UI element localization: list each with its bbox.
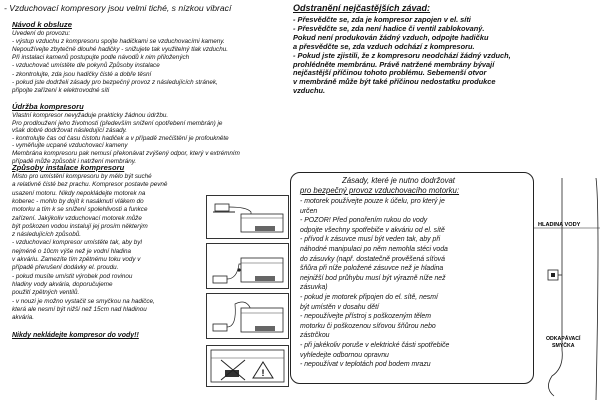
safety-line: - přívod k zásuvce musí být veden tak, aby při [300,236,441,244]
install-line: v akváriu. Zamezíte tím zpětnému toku vody v [12,256,141,263]
right-line: prohlédněte membránu. Právě natržené membrány bývají [293,59,495,69]
right-line: - Pokud jste zjistili, že z kompresoru neodchází žádný vzduch, [293,50,511,60]
install-line: která ale nesmí být nižší než 15cm nad hladinou [12,305,147,313]
safety-subtitle: pro bezpečný provoz vzduchovacího motorku: [300,186,460,195]
svg-text:!: ! [261,368,265,378]
safety-line: motorku či poškozenou síťovou šňůrou nebo [300,322,436,330]
safety-line: náhodné manipulaci po něm nemohla stéci voda [300,246,448,253]
maint-line: případě může způsobit i natržení membrány. [12,157,137,165]
safety-line: - nepoužívejte přístroj s poškozeným tělem [300,313,431,321]
maint-line: - kontrolujte čas od času čistotu hadiček a v případě znečištění je profoukněte [12,134,229,142]
right-line: - Přesvědčte se, zda není hadice či ventil zablokovaný. [293,23,485,33]
maint-line: - vyměňujte ucpané vzduchovací kameny [12,142,128,150]
safety-line: - při jakékoliv poruše v elektrické části spotřebiče [300,342,450,349]
intro-line: připojte zařízení k elektrovodné síti [12,86,110,94]
intro-line: Nepoužívejte zbytečně dlouhé hadičky - snižujete tak využitelný tlak vzduchu. [12,46,228,54]
safety-line: - POZOR! Před ponořením rukou do vody [300,217,428,225]
illustration-above-water [206,195,289,239]
maint-line: Vlastní kompresor nevyžaduje prakticky žádnou údržbu. [12,112,169,119]
install-line: hladiny vody akvária, doporučujeme [12,280,113,288]
right-line: vzduchu. [293,86,326,96]
safety-line: - motorek používejte pouze k účelu, pro který je [300,198,445,205]
safety-line: šňůra při níže položené zásuvce než je hladina [300,265,444,273]
right-line: v membráně může být také příčinou nedostatku produkce [293,77,496,87]
illustration-no-water [206,345,289,387]
right-line: - Přesvědčte se, zda je kompresor zapojen v el. síti [293,15,471,24]
install-line: nejméně o 10cm výše než je vodní hladina [12,247,132,255]
install-line: akvária. [12,314,35,322]
maint-line: však dobré dodržovat následující zásady. [12,127,128,135]
warning-final: Nikdy nekládejte kompresor do vody!! [12,332,139,339]
intro-line: - vzduchovač umístěte dle pokynů Způsoby instalace [12,62,160,70]
install-line: a relativně čisté bez prachu. Kompresor postavte pevně [12,181,168,189]
illustration-check-valve [206,243,289,289]
safety-line: zásuvka) [300,284,328,292]
intro-line: Při instalaci kamenů postupujte podle návodů k nim přiložených [12,54,190,62]
safety-line: být umístěn v dosahu dětí [300,303,379,311]
safety-title: Zásady, které je nutno dodržovat [342,176,455,185]
maintenance-heading: Údržba kompresoru [12,102,84,111]
install-line: motorku a tím k se snížení spolehlivosti a funkce [12,206,148,214]
intro-line: Uvedení do provozu: [12,30,71,37]
install-line: být poškozen vodou instalují jej prosím některým [12,222,148,230]
drip-loop-diagram [534,170,600,400]
install-line: usazení motoru. Nikdy nepokládejte motorek na [12,189,146,197]
troubleshooting-title: Odstranění nejčastějších závad: [293,3,431,13]
safety-line: do zásuvky (např. dostatečně prověšená síťová [300,255,445,263]
drip-loop-label-1: ODKAPÁVACÍ [546,336,581,342]
install-line: - pokud musíte umístit výrobek pod rovinou [12,272,133,280]
installation-heading: Způsoby instalace kompresoru [12,163,125,172]
water-level-label: HLADINA VODY [538,222,581,228]
safety-line: zástrčkou [300,332,330,340]
safety-line: odpojte všechny spotřebiče v akváriu od el. sítě [300,226,445,234]
install-line: použití zpětných ventilů. [12,289,80,297]
safety-line: nejnižší bod průhybu musí být výrazně níže než [300,274,446,282]
right-line: a přesvědčte se, zda vzduch odchází z kompresoru. [293,41,475,51]
right-line: Pokud není produkován žádný vzduch, odpojte hadičku [293,32,489,42]
safety-line: určen [300,207,318,215]
intro-line: - výstup vzduchu z kompresoru spojte hadičkami se vzduchovacími kameny. [12,38,225,46]
install-line: z následujících způsobů. [12,231,81,239]
maint-line: Membrána kompresoru pak nemusí překonávat zvýšený odpor, který v extrémním [12,150,240,157]
safety-line: - nepoužívat v teplotách pod bodem mrazu [300,361,431,369]
install-line: - v nouzi je možno vystačit se smyčkou na hadičce, [12,297,155,305]
install-line: Místo pro umístění kompresoru by mělo být suché [12,173,152,180]
install-line: zařízení. Jakýkoliv vzduchovací motorek může [12,214,142,222]
drip-loop-label-2: SMYČKA [552,343,575,349]
manual-heading: Návod k obsluze [12,20,72,29]
intro-line: - pokud jste dodrželi zásady pro bezpečný provoz z následujících stránek, [12,78,218,86]
safety-line: - pokud je motorek připojen do el. sítě, nesmí [300,294,438,301]
install-line: případě přerušení dodávky el. proudu. [12,264,119,272]
intro-line: - zkontrolujte, zda jsou hadičky čisté a dobře těsní [12,70,152,78]
maint-line: Pro prodloužení jeho životnosti (především snížení opotřebení membrán) je [12,119,223,127]
intro-bullet: - Vzduchovací kompresory jsou velmi tiché, s nízkou vibrací [4,3,232,13]
illustration-drip-loop [206,293,289,339]
install-line: - vzduchovací kompresor umístěte tak, aby byl [12,239,142,247]
right-line: nejčastější příčinou tohoto problému. Sebemenší otvor [293,68,487,78]
safety-line: vyhledejte odbornou opravnu [300,351,389,359]
install-line: koberec - mohlo by dojít k nasáknutí vlákem do [12,197,144,205]
